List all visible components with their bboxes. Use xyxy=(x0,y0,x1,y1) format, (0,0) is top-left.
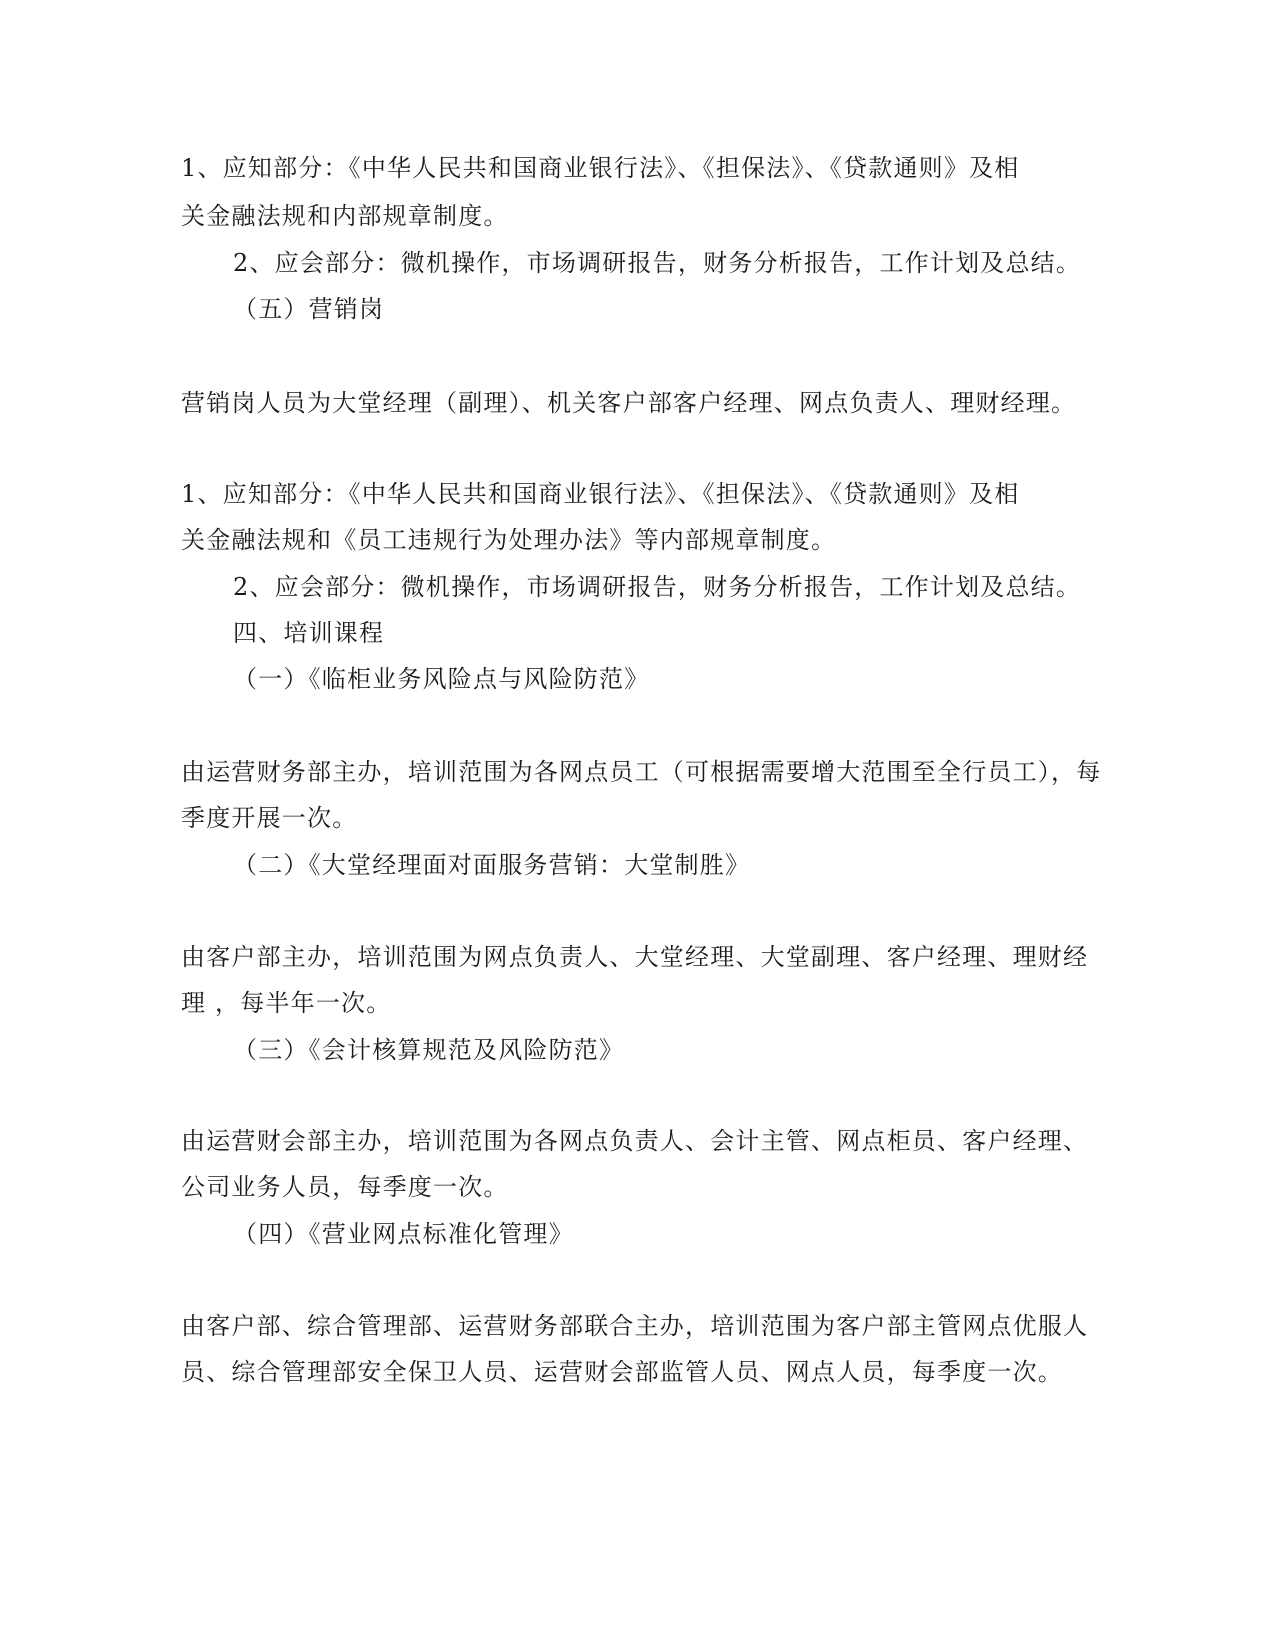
paragraph-line: 由运营财会部主办，培训范围为各网点负责人、会计主管、网点柜员、客户经理、 xyxy=(181,1127,1089,1155)
paragraph-line: 员、综合管理部安全保卫人员、运营财会部监管人员、网点人员，每季度一次。 xyxy=(181,1358,1063,1386)
paragraph-line: 营销岗人员为大堂经理（副理）、机关客户部客户经理、网点负责人、理财经理。 xyxy=(181,389,1077,417)
paragraph-line: 由运营财务部主办，培训范围为各网点员工（可根据需要增大范围至全行员工），每 xyxy=(181,758,1102,786)
paragraph-line: 关金融法规和内部规章制度。 xyxy=(181,202,509,230)
course-heading: （四）《营业网点标准化管理》 xyxy=(233,1220,574,1248)
paragraph-line: 1、应知部分：《中华人民共和国商业银行法》、《担保法》、《贷款通则》及相 xyxy=(181,480,1020,508)
course-heading: （一）《临柜业务风险点与风险防范》 xyxy=(233,665,650,693)
section-heading: 四、培训课程 xyxy=(233,619,385,647)
section-heading: （五）营销岗 xyxy=(233,295,385,323)
paragraph-line: 1、应知部分：《中华人民共和国商业银行法》、《担保法》、《贷款通则》及相 xyxy=(181,154,1020,182)
paragraph-line: 由客户部、综合管理部、运营财务部联合主办，培训范围为客户部主管网点优服人 xyxy=(181,1312,1089,1340)
paragraph-line: 季度开展一次。 xyxy=(181,804,358,832)
paragraph-line: 理 ，每半年一次。 xyxy=(181,989,392,1017)
paragraph-line: 2、应会部分：微机操作，市场调研报告，财务分析报告，工作计划及总结。 xyxy=(233,573,1082,601)
course-heading: （二）《大堂经理面对面服务营销：大堂制胜》 xyxy=(233,851,751,879)
paragraph-line: 关金融法规和《员工违规行为处理办法》等内部规章制度。 xyxy=(181,526,837,554)
paragraph-line: 由客户部主办，培训范围为网点负责人、大堂经理、大堂副理、客户经理、理财经 xyxy=(181,943,1089,971)
paragraph-line: 2、应会部分：微机操作，市场调研报告，财务分析报告，工作计划及总结。 xyxy=(233,249,1082,277)
paragraph-line: 公司业务人员，每季度一次。 xyxy=(181,1173,509,1201)
course-heading: （三）《会计核算规范及风险防范》 xyxy=(233,1036,625,1064)
